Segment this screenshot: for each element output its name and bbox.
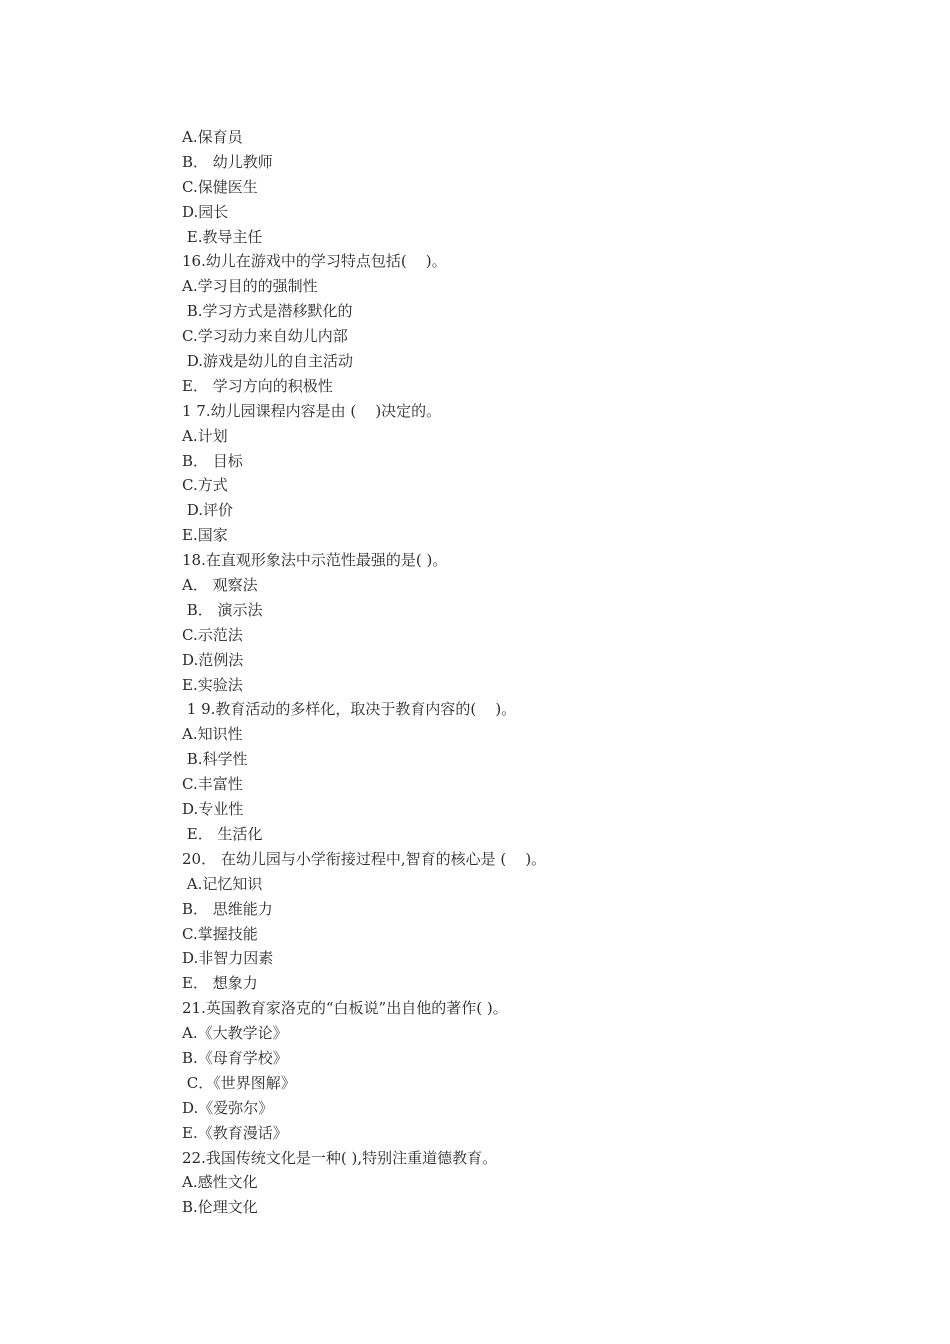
text-line: B． 演示法 [182,600,263,619]
text-line: B.伦理文化 [182,1198,258,1217]
text-line: B． 思维能力 [182,899,273,918]
text-line: D.园长 [182,202,229,221]
text-line: A.知识性 [182,725,243,744]
text-line: C.学习动力来自幼儿内部 [182,327,348,346]
text-line: D.范例法 [182,650,244,669]
text-line: A.保育员 [182,128,243,146]
text-line: C.保健医生 [182,177,258,196]
text-line: A.计划 [182,426,228,445]
text-line: E.国家 [182,526,228,545]
text-line: C.掌握技能 [182,924,258,943]
question-line: 1 7.幼儿园课程内容是由 ( )决定的。 [182,401,442,420]
text-line: C.方式 [182,476,228,495]
question-line: 1 9.教育活动的多样化，取决于教育内容的( )。 [182,700,517,719]
text-line: E． 想象力 [182,974,258,993]
text-line: D.《爱弥尔》 [182,1098,274,1117]
text-line: B． 幼儿教师 [182,152,273,171]
question-line: 16.幼儿在游戏中的学习特点包括( )。 [182,252,447,271]
text-line: C.示范法 [182,625,243,644]
text-line: B． 目标 [182,451,243,470]
question-line: 22.我国传统文化是一种( ),特别注重道德教育。 [182,1148,498,1167]
text-line: E． 学习方向的积极性 [182,376,333,395]
text-line: E.《教育漫话》 [182,1123,288,1142]
text-line: E.教导主任 [182,227,263,246]
question-line: 21.英国教育家洛克的“白板说”出自他的著作( )。 [182,999,508,1018]
text-line: A． 观察法 [182,576,258,595]
text-line: D.专业性 [182,800,244,819]
document-page [182,125,882,1220]
question-line: 18.在直观形象法中示范性最强的是( )。 [182,551,448,570]
text-line: B.学习方式是潜移默化的 [182,302,353,321]
text-line: E.实验法 [182,675,243,694]
text-line: A.记忆知识 [182,874,263,893]
text-line: C．《世界图解》 [182,1073,296,1092]
text-line: D.游戏是幼儿的自主活动 [182,352,354,371]
text-line: C.丰富性 [182,775,243,794]
text-line: A.学习目的的强制性 [182,277,318,296]
text-line: A.感性文化 [182,1173,258,1192]
text-line: D.非智力因素 [182,949,274,968]
text-line: B.《母育学校》 [182,1048,288,1067]
text-line: B.科学性 [182,750,248,769]
text-line: A.《大教学论》 [182,1024,288,1043]
text-line: D.评价 [182,501,234,520]
question-line: 20． 在幼儿园与小学衔接过程中,智育的核心是 ( )。 [182,849,547,868]
text-line: E． 生活化 [182,824,263,843]
